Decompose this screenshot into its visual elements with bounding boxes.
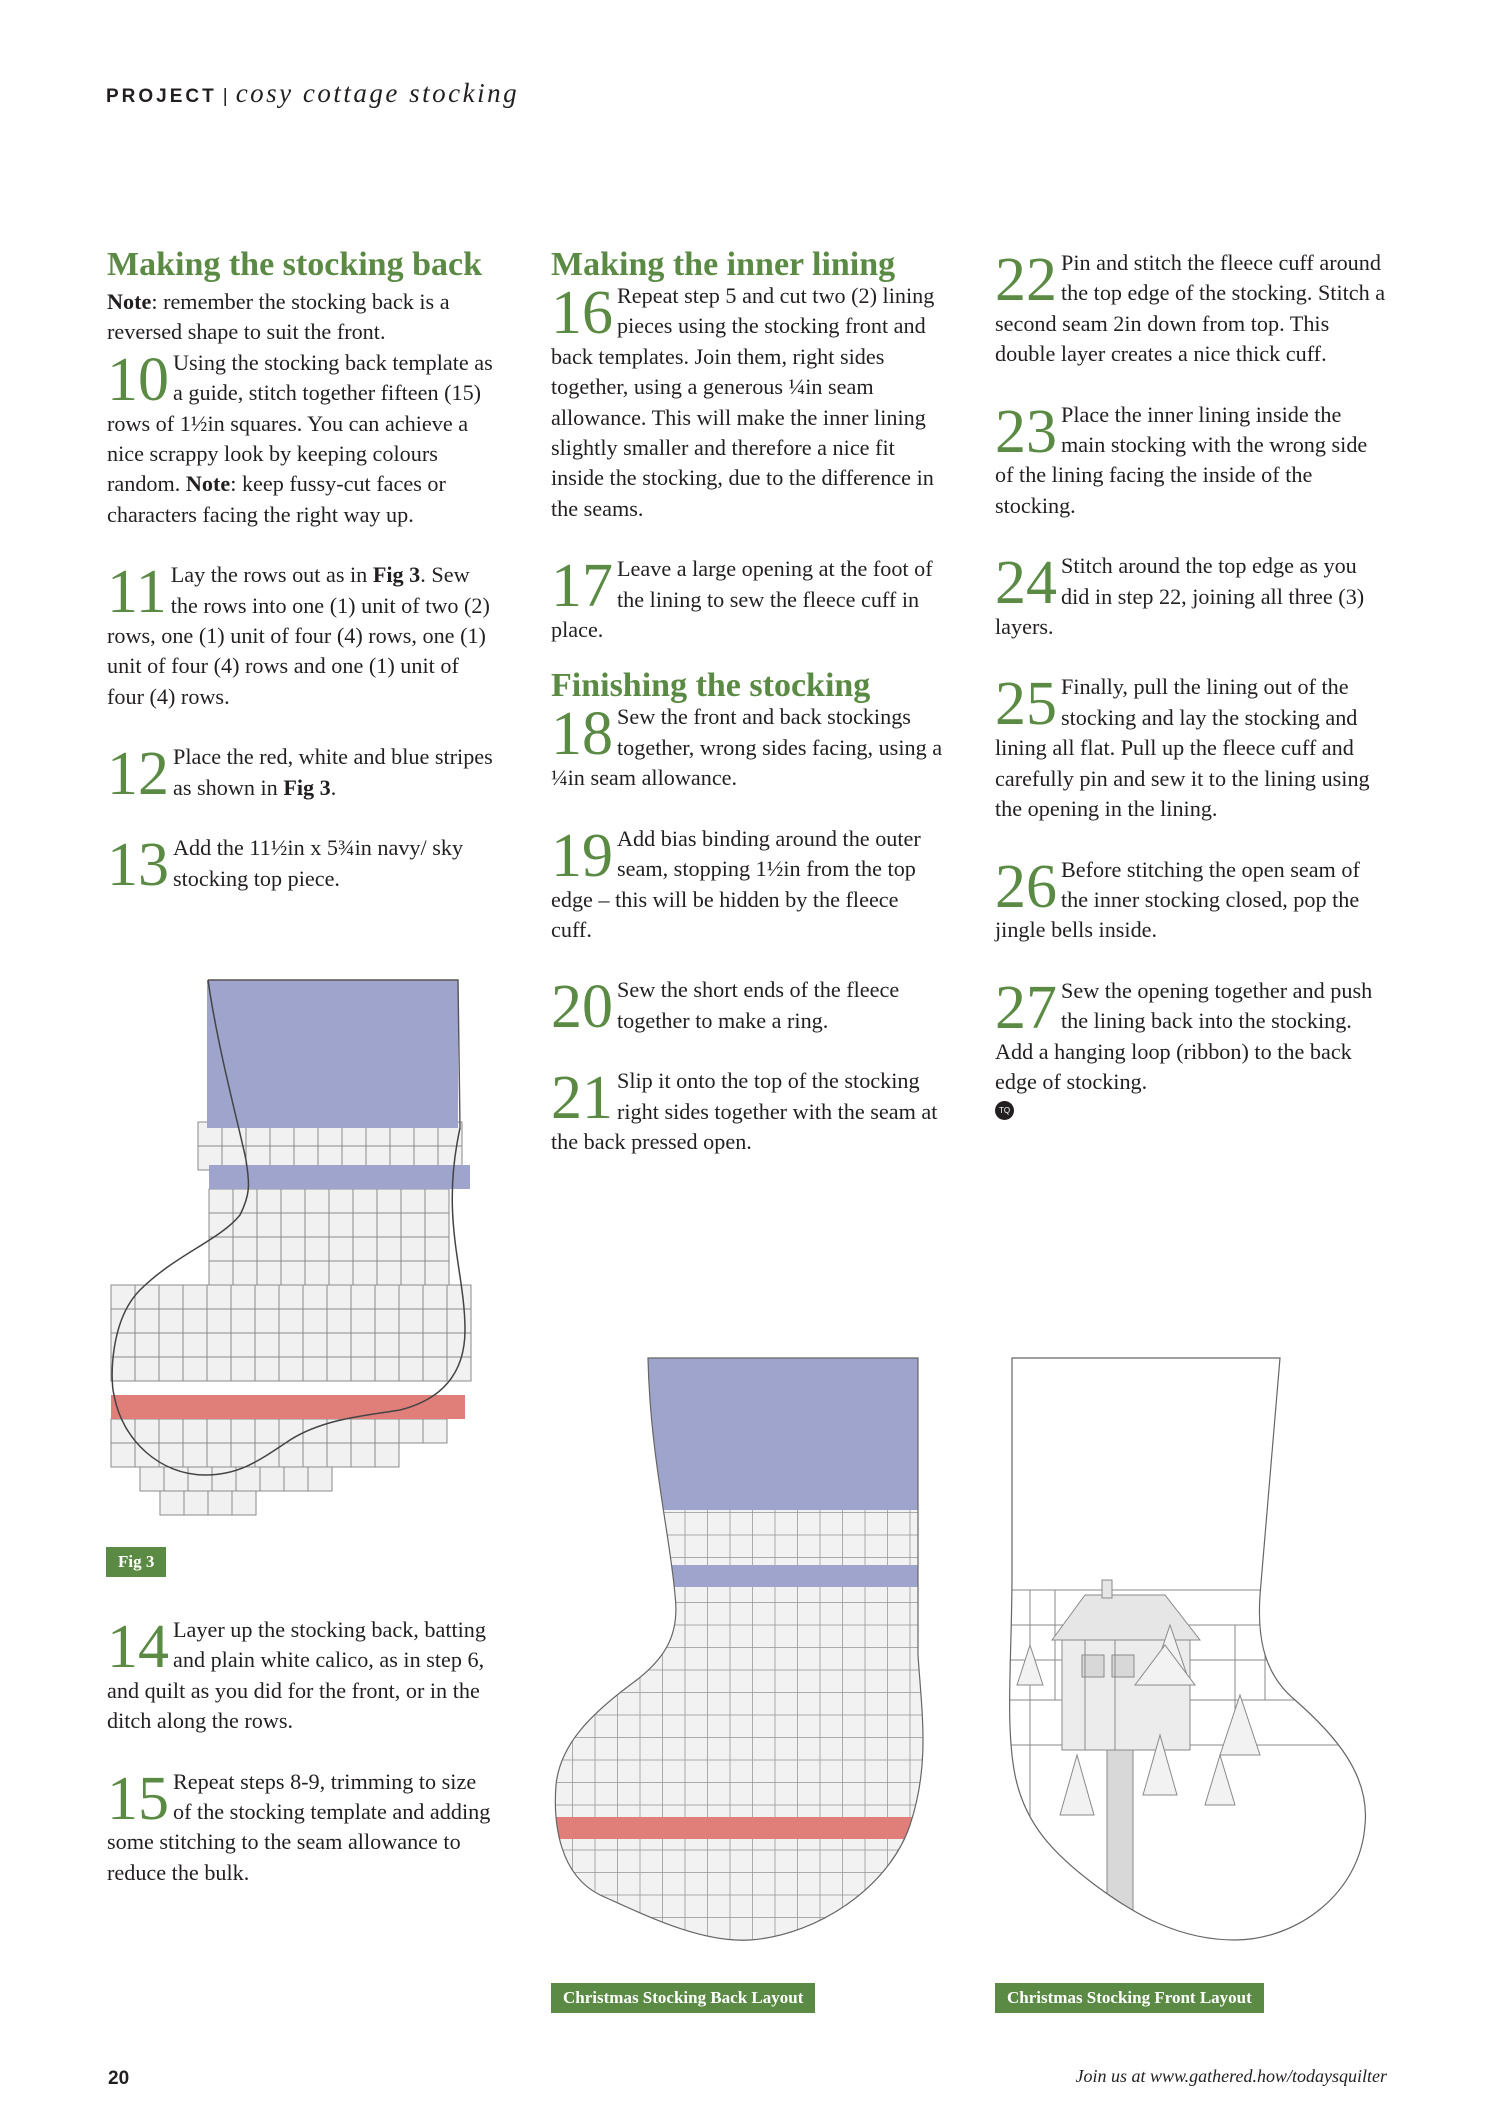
footer-website: Join us at www.gathered.how/todaysquilter (1075, 2066, 1387, 2086)
end-mark-icon: TQ (995, 1101, 1014, 1120)
step-26 (995, 852, 1387, 946)
grid-square (233, 1261, 257, 1285)
grid-square (329, 1237, 353, 1261)
grid-square (159, 1285, 183, 1309)
fig3-caption: Fig 3 (106, 1547, 166, 1577)
grid-square (327, 1285, 351, 1309)
grid-square (375, 1443, 399, 1467)
grid-square (233, 1189, 257, 1213)
grid-square (231, 1333, 255, 1357)
step-number: 17 (551, 552, 613, 621)
step-text: Add bias binding around the outer seam, stopping 1½in from the top edge – this will be hidden by the fleece cuff. (551, 825, 921, 942)
grid-square (207, 1309, 231, 1333)
grid-square (184, 1491, 208, 1515)
grid-square (231, 1419, 255, 1443)
grid-square (209, 1189, 233, 1213)
step-text: Before stitching the open seam of the inner stocking closed, pop the jingle bells inside. (995, 856, 1360, 943)
grid-square (279, 1285, 303, 1309)
grid-square (401, 1237, 425, 1261)
grid-square (375, 1419, 399, 1443)
grid-square (377, 1237, 401, 1261)
grid-square (233, 1237, 257, 1261)
grid-square (351, 1419, 375, 1443)
grid-square (232, 1491, 256, 1515)
grid-square (351, 1285, 375, 1309)
step-13 (107, 831, 495, 900)
header-separator: | (222, 86, 230, 107)
step-text: . Sew the rows into one (1) unit of two (2) rows, one (1) unit of four (4) rows, one (1) unit of four (4) rows and one (1) unit of four (4) rows. (107, 562, 490, 709)
grid-square (423, 1419, 447, 1443)
project-title: cosy cottage stocking (235, 78, 520, 108)
back-layout-diagram (550, 1355, 930, 1945)
step-12 (107, 740, 495, 809)
column-1-bottom (107, 1615, 495, 1888)
grid-square (308, 1467, 332, 1491)
step-text: Sew the front and back stockings together, wrong sides facing, using a ¼in seam allowance. (551, 704, 943, 791)
grid-square (135, 1285, 159, 1309)
grid-square (423, 1285, 447, 1309)
grid-square (425, 1213, 449, 1237)
step-number: 20 (551, 973, 613, 1042)
grid-square (159, 1333, 183, 1357)
back-top-navy (550, 1355, 930, 1510)
step-text: Layer up the stocking back, batting and plain white calico, as in step 6, and quilt as you did for the front, or in the ditch along the rows. (107, 1617, 486, 1734)
grid-square (209, 1261, 233, 1285)
grid-square (255, 1333, 279, 1357)
grid-square (399, 1419, 423, 1443)
grid-square (375, 1285, 399, 1309)
grid-square (183, 1333, 207, 1357)
grid-square (353, 1213, 377, 1237)
step-text: Using the stocking back template as a guide, stitch together fifteen (15) rows of 1½in squares. You can achieve a nice scrappy look by keeping colours random. (107, 349, 493, 497)
grid-square (351, 1443, 375, 1467)
grid-square (183, 1419, 207, 1443)
grid-square (159, 1419, 183, 1443)
grid-square (303, 1443, 327, 1467)
step-text: Finally, pull the lining out of the stocking and lay the stocking and lining all flat. Pull up the fleece cuff and carefully pin and sew it to the lining using the opening in the lining. (995, 674, 1370, 822)
grid-square (447, 1285, 471, 1309)
grid-square (401, 1189, 425, 1213)
grid-square (159, 1309, 183, 1333)
stocking-top-navy (207, 980, 458, 1128)
step-11 (107, 560, 495, 712)
step-text: Place the inner lining inside the main stocking with the wrong side of the lining facing the inside of the stocking. (995, 401, 1368, 518)
grid-square (135, 1333, 159, 1357)
grid-square (207, 1443, 231, 1467)
grid-square (284, 1467, 308, 1491)
grid-square (207, 1333, 231, 1357)
step-bold: Fig 3 (372, 562, 421, 588)
step-text-pre: Place the red, white and blue stripes as shown in (173, 744, 493, 800)
step-text: Pin and stitch the fleece cuff around the top edge of the stocking. Stitch a second seam 2in down from top. This double layer creates a nice thick cuff. (995, 250, 1386, 367)
step-18 (551, 702, 943, 793)
heading-finishing: Finishing the stocking (551, 667, 871, 705)
grid-square (159, 1357, 183, 1381)
grid-square (135, 1309, 159, 1333)
heading-stocking-back: Making the stocking back (107, 246, 482, 283)
grid-square (135, 1357, 159, 1381)
grid-square (447, 1357, 471, 1381)
grid-square (111, 1357, 135, 1381)
back-stripe-blue (550, 1565, 930, 1587)
grid-square (207, 1357, 231, 1381)
grid-square (351, 1309, 375, 1333)
step-number: 13 (107, 831, 169, 900)
step-number: 23 (995, 397, 1057, 466)
step-text-pre: Lay the rows out as in (170, 562, 373, 588)
step-bold: Note (185, 471, 231, 497)
grid-square (423, 1333, 447, 1357)
step-19 (551, 821, 943, 946)
grid-square (375, 1333, 399, 1357)
grid-square (425, 1261, 449, 1285)
grid-square (183, 1285, 207, 1309)
grid-square (327, 1333, 351, 1357)
grid-square (281, 1261, 305, 1285)
grid-square (425, 1189, 449, 1213)
grid-square (377, 1213, 401, 1237)
grid-square (231, 1309, 255, 1333)
grid-square (401, 1261, 425, 1285)
column-2 (551, 248, 943, 1157)
grid-square (255, 1419, 279, 1443)
step-25 (995, 672, 1387, 824)
grid-square (305, 1213, 329, 1237)
grid-square (140, 1467, 164, 1491)
grid-square (377, 1189, 401, 1213)
step-text: . (330, 774, 337, 800)
grid-square (257, 1213, 281, 1237)
step-number: 21 (551, 1064, 613, 1133)
step-number: 15 (107, 1764, 169, 1833)
grid-square (305, 1189, 329, 1213)
grid-square (353, 1189, 377, 1213)
grid-square (353, 1237, 377, 1261)
step-24 (995, 551, 1387, 642)
grid-square (281, 1237, 305, 1261)
grid-square (447, 1309, 471, 1333)
grid-square (303, 1309, 327, 1333)
step-number: 14 (107, 1613, 169, 1681)
grid-square (207, 1419, 231, 1443)
grid-square (375, 1357, 399, 1381)
grid-square (327, 1357, 351, 1381)
step-number: 11 (107, 558, 167, 627)
step-number: 10 (107, 345, 169, 414)
grid-square (260, 1467, 284, 1491)
grid-square (351, 1357, 375, 1381)
step-text: Slip it onto the top of the stocking right sides together with the seam at the back pressed open. (551, 1068, 938, 1154)
grid-square (303, 1333, 327, 1357)
back-layout-caption: Christmas Stocking Back Layout (551, 1983, 815, 2013)
grid-square (281, 1213, 305, 1237)
grid-square (183, 1443, 207, 1467)
note-paragraph (107, 287, 495, 348)
grid-square (399, 1357, 423, 1381)
step-number: 25 (995, 670, 1057, 739)
grid-square (329, 1261, 353, 1285)
note-label: Note (107, 289, 152, 314)
step-number: 18 (551, 700, 613, 769)
step-number: 19 (551, 821, 613, 890)
step-text: Sew the opening together and push the lining back into the stocking. Add a hanging loop (ribbon) to the back edge of stocking. (995, 977, 1373, 1094)
column-3 (995, 248, 1387, 1120)
step-10 (107, 345, 495, 530)
grid-square (236, 1467, 260, 1491)
step-text: Repeat step 5 and cut two (2) lining pieces using the stocking front and back templates. Join them, right sides together, using a generous ¼in seam allowance. This will make the inner lining slightly smaller and therefore a nice fit inside the stocking, due to the difference in the seams. (551, 283, 935, 521)
step-17 (551, 554, 943, 645)
front-layout-diagram (995, 1355, 1395, 1945)
step-number: 22 (995, 246, 1057, 314)
grid-square (401, 1213, 425, 1237)
grid-square (255, 1357, 279, 1381)
grid-square (281, 1189, 305, 1213)
grid-square (425, 1237, 449, 1261)
step-14 (107, 1615, 495, 1737)
grid-square (329, 1189, 353, 1213)
grid-square (257, 1237, 281, 1261)
grid-square (257, 1189, 281, 1213)
back-stripe-red (550, 1817, 930, 1839)
grid-square (329, 1213, 353, 1237)
grid-square (255, 1309, 279, 1333)
grid-square (233, 1213, 257, 1237)
step-22 (995, 248, 1387, 370)
grid-square (135, 1419, 159, 1443)
step-number: 24 (995, 549, 1057, 618)
running-header (106, 78, 519, 109)
grid-square (305, 1261, 329, 1285)
step-number: 16 (551, 279, 613, 347)
grid-square (423, 1357, 447, 1381)
grid-square (279, 1443, 303, 1467)
grid-square (231, 1357, 255, 1381)
step-20 (551, 973, 943, 1042)
step-text: Leave a large opening at the foot of the lining to sew the fleece cuff in place. (551, 556, 933, 643)
grid-square (208, 1491, 232, 1515)
grid-square (209, 1237, 233, 1261)
grid-square (160, 1491, 184, 1515)
front-layout-caption: Christmas Stocking Front Layout (995, 1983, 1264, 2013)
step-text: Repeat steps 8-9, trimming to size of the stocking template and adding some stitching to the seam allowance to reduce the bulk. (107, 1768, 491, 1885)
grid-square (377, 1261, 401, 1285)
heading-inner-lining: Making the inner lining (551, 246, 896, 283)
column-1 (107, 246, 495, 900)
fig3-diagram (100, 970, 480, 1530)
note-text: : remember the stocking back is a reversed shape to suit the front. (107, 289, 450, 345)
grid-square (255, 1285, 279, 1309)
grid-square (447, 1333, 471, 1357)
grid-square (183, 1309, 207, 1333)
grid-square (279, 1333, 303, 1357)
step-bold: Fig 3 (283, 774, 331, 800)
grid-square (279, 1309, 303, 1333)
step-text: Sew the short ends of the fleece together to make a ring. (617, 977, 900, 1033)
grid-square (399, 1309, 423, 1333)
section-label: PROJECT (106, 86, 217, 107)
grid-square (207, 1285, 231, 1309)
grid-square (327, 1443, 351, 1467)
step-number: 26 (995, 852, 1057, 921)
page-number: 20 (108, 2068, 130, 2089)
grid-square (327, 1309, 351, 1333)
grid-square (303, 1285, 327, 1309)
grid-square (279, 1357, 303, 1381)
grid-square (375, 1309, 399, 1333)
grid-square (353, 1261, 377, 1285)
grid-square (135, 1443, 159, 1467)
step-number: 27 (995, 973, 1057, 1042)
step-27 (995, 973, 1387, 1098)
path-to-house (1107, 1750, 1133, 1915)
grid-square (111, 1309, 135, 1333)
grid-square (399, 1333, 423, 1357)
step-text: Stitch around the top edge as you did in step 22, joining all three (3) layers. (995, 553, 1365, 640)
grid-square (303, 1357, 327, 1381)
step-text-after: : keep fussy-cut faces or characters facing the right way up. (107, 471, 446, 527)
step-16 (551, 281, 943, 524)
step-23 (995, 397, 1387, 522)
step-text: Add the 11½in x 5¾in navy/ sky stocking top piece. (173, 835, 464, 891)
grid-square (351, 1333, 375, 1357)
grid-square (188, 1467, 212, 1491)
step-15 (107, 1764, 495, 1889)
grid-square (305, 1237, 329, 1261)
grid-square (111, 1443, 135, 1467)
grid-square (111, 1285, 135, 1309)
house-chimney (1102, 1580, 1112, 1598)
grid-square (423, 1309, 447, 1333)
step-number: 12 (107, 740, 169, 809)
grid-square (183, 1357, 207, 1381)
grid-square (257, 1261, 281, 1285)
step-21 (551, 1066, 943, 1157)
grid-square (231, 1285, 255, 1309)
grid-square (399, 1285, 423, 1309)
